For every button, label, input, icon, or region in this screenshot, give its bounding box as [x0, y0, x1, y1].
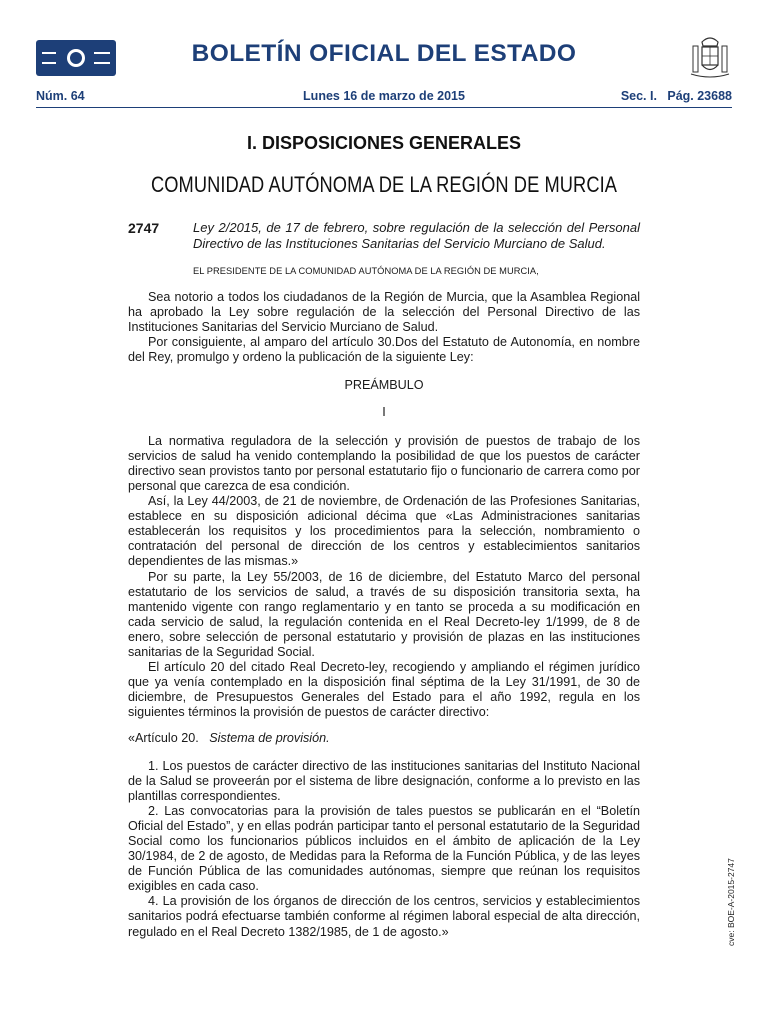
preamble-heading: PREÁMBULO [344, 378, 424, 393]
issue-number: Núm. 64 [36, 89, 85, 103]
article-item-4: 4. La provisión de los órganos de dirección de los centros, servicios y establecimientos sanitarios podrá efectuarse también conforme al régimen laboral especial de alta dirección, regulado en el Real Decreto 1382/1985, de 1 de agosto.» [128, 894, 640, 939]
issue-date: Lunes 16 de marzo de 2015 [303, 89, 465, 103]
section-page: Sec. I. Pág. 23688 [620, 89, 732, 103]
article-item-2: 2. Las convocatorias para la provisión de tales puestos se publicarán en el “Boletín Oficial del Estado”, y en ellas podrán participar tanto el personal estatutario de la Seguridad Social como los funcionarios públicos incluidos en el ámbito de aplicación de la Ley 30/1984, de 2 de agosto, de Medidas para la Reforma de la Función Pública, y de las leyes de Función Pública de las comunidades autónomas, siempre que reúnan los requisitos exigibles en cada caso. [128, 803, 640, 894]
article-item-1: 1. Los puestos de carácter directivo de las instituciones sanitarias del Instituto Nacional de la Salud se proveerán por el sistema de libre designación, conforme a lo previsto en las plantillas correspondientes. [128, 758, 640, 803]
issue-metadata-bar [36, 87, 732, 108]
intro-paragraph-2: Por consiguiente, al amparo del artículo 30.Dos del Estatuto de Autonomía, en nombre del Rey, promulgo y ordeno la publicación de la siguiente Ley: [128, 335, 640, 365]
section-title: I. DISPOSICIONES GENERALES [246, 133, 522, 153]
cve-identifier: cve: BOE-A-2015-2747 [726, 858, 736, 946]
body-paragraph-1: La normativa reguladora de la selección y provisión de puestos de trabajo de los servicios de salud ha venido contemplando la posibilidad de que los puestos de carácter directivo sean provistos tanto por personal estatutario fijo o funcionario de carrera como por personal que carezca de esa condición. [128, 433, 640, 493]
newspaper-title: BOLETÍN OFICIAL DEL ESTADO [191, 40, 577, 67]
document-title: Ley 2/2015, de 17 de febrero, sobre regulación de la selección del Personal Directivo de las Instituciones Sanitarias del Servicio Murciano de Salud. [193, 220, 640, 251]
spain-coat-of-arms-icon [690, 34, 730, 80]
body-paragraph-4: El artículo 20 del citado Real Decreto-ley, recogiendo y ampliando el régimen jurídico que ya venía contemplado en la disposición final séptima de la Ley 31/1991, de 30 de diciembre, de Presupuestos Generales del Estado para el año 1992, regula en los siguientes términos la provisión de puestos de carácter directivo: [128, 660, 640, 720]
intro-paragraph-1: Sea notorio a todos los ciudadanos de la Región de Murcia, que la Asamblea Regional ha aprobado la Ley sobre regulación de la selección del Personal Directivo de las Instituciones Sanitarias del Servicio Murciano de Salud. [128, 290, 640, 335]
body-paragraph-3: Por su parte, la Ley 55/2003, de 16 de diciembre, del Estatuto Marco del personal estatutario de los servicios de salud, a través de su disposición transitoria sexta, ha mantenido vigente con rango reglamentario y en tanto se proceda a su modificación en cada servicio de salud, la regulación contenida en el Real Decreto-ley 1/1999, de 8 de enero, sobre selección de personal estatutario y provisión de plazas en las instituciones sanitarias de la Seguridad Social. [128, 569, 640, 659]
document-number: 2747 [128, 220, 160, 236]
article-title: Sistema de provisión. [209, 731, 330, 746]
article-label: «Artículo 20. [128, 731, 199, 746]
document-body [128, 290, 640, 940]
body-paragraph-2: Así, la Ley 44/2003, de 21 de noviembre, de Ordenación de las Profesiones Sanitarias, establece en su disposición adicional décima que «Las Administraciones sanitarias establecerán los requisitos y los procedimientos para la selección, nombramiento o contratación del personal de dirección de los centros y establecimientos sanitarios dependientes de las mismas.» [128, 494, 640, 569]
article-heading [128, 731, 640, 746]
president-line: EL PRESIDENTE DE LA COMUNIDAD AUTÓNOMA DE LA REGIÓN DE MURCIA, [193, 266, 539, 276]
region-title: COMUNIDAD AUTÓNOMA DE LA REGIÓN DE MURCIA [150, 172, 618, 197]
roman-numeral-heading: I [382, 404, 386, 419]
